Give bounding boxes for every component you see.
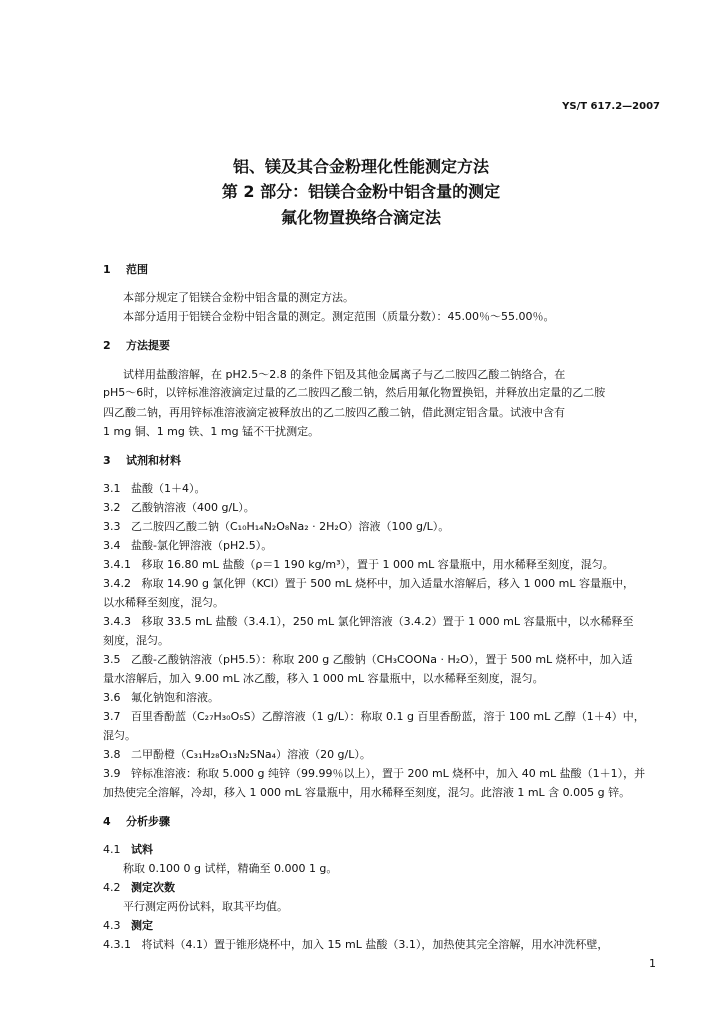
- section-number: 3: [103, 454, 111, 467]
- item-title: 测定: [131, 919, 153, 932]
- item-number: 3.4.1: [103, 558, 131, 571]
- title-line-3: 氟化物置换络合滴定法: [280, 208, 441, 227]
- item-3-3: [103, 520, 449, 534]
- item-number: 3.6: [103, 691, 121, 704]
- item-number: 4.2: [103, 881, 121, 894]
- section-number: 1: [103, 263, 111, 276]
- item-text: 盐酸（1＋4）。: [131, 482, 206, 495]
- section-1-heading: [103, 263, 148, 277]
- item-number: 3.8: [103, 748, 121, 761]
- standard-number: YS/T 617.2—2007: [562, 101, 660, 112]
- item-title: 试料: [131, 843, 153, 856]
- item-number: 4.3.1: [103, 938, 131, 951]
- item-number: 3.5: [103, 653, 121, 666]
- item-3-4: [103, 539, 272, 553]
- section-4-heading: [103, 815, 170, 829]
- section-title: 试剂和材料: [125, 454, 181, 467]
- item-number: 4.3: [103, 919, 121, 932]
- s1-paragraph-1: 本部分规定了铝镁合金粉中铝含量的测定方法。: [123, 291, 354, 304]
- item-number: 3.4.2: [103, 577, 131, 590]
- item-3-4-2-cont: 以水稀释至刻度，混匀。: [103, 596, 224, 609]
- s2-line-1: 试样用盐酸溶解，在 pH2.5～2.8 的条件下铝及其他金属离子与乙二胺四乙酸二钠络合，在: [123, 368, 566, 381]
- item-text: 氟化钠饱和溶液。: [131, 691, 219, 704]
- section-3-heading: [103, 454, 181, 468]
- item-text: 盐酸-氯化钾溶液（pH2.5）。: [131, 539, 273, 552]
- item-3-2: [103, 501, 255, 515]
- item-3-9: [103, 767, 645, 781]
- item-text: 称取 14.90 g 氯化钾（KCl）置于 500 mL 烧杯中，加入适量水溶解后，移入 1 000 mL 容量瓶中，: [141, 577, 634, 590]
- item-3-9-cont: 加热使完全溶解，冷却，移入 1 000 mL 容量瓶中，用水稀释至刻度，混匀。此溶液 1 mL 含 0.005 g 锌。: [103, 786, 631, 799]
- section-title: 方法提要: [125, 339, 170, 352]
- s1-paragraph-2: 本部分适用于铝镁合金粉中铝含量的测定。测定范围（质量分数）：45.00％～55.00％。: [123, 310, 555, 323]
- section-number: 4: [103, 815, 111, 828]
- item-3-1: [103, 482, 206, 496]
- item-3-4-1: [103, 558, 614, 572]
- item-number: 3.7: [103, 710, 121, 723]
- item-4-1-body: 称取 0.100 0 g 试样，精确至 0.000 1 g。: [123, 862, 338, 875]
- item-4-3-1: [103, 938, 608, 952]
- item-4-1: [103, 843, 153, 857]
- item-text: 将试料（4.1）置于锥形烧杯中，加入 15 mL 盐酸（3.1），加热使其完全溶解，用水冲洗杯壁，: [141, 938, 609, 951]
- item-4-2: [103, 881, 175, 895]
- item-title: 测定次数: [131, 881, 175, 894]
- item-number: 3.9: [103, 767, 121, 780]
- item-text: 乙酸-乙酸钠溶液（pH5.5）：称取 200 g 乙酸钠（CH₃COONa · H₂O），置于 500 mL 烧杯中，加入适: [131, 653, 633, 666]
- title-line-1: 铝、镁及其合金粉理化性能测定方法: [232, 157, 489, 176]
- s2-line-2: pH5～6时，以锌标准溶液滴定过量的乙二胺四乙酸二钠，然后用氟化物置换铝，并释放出定量的乙二胺: [103, 386, 606, 399]
- item-4-2-body: 平行测定两份试料，取其平均值。: [123, 900, 288, 913]
- section-title: 范围: [125, 263, 148, 276]
- item-3-7: [103, 710, 645, 724]
- item-text: 移取 16.80 mL 盐酸（ρ＝1 190 kg/m³），置于 1 000 mL 容量瓶中，用水稀释至刻度，混匀。: [141, 558, 614, 571]
- s2-line-4: 1 mg 铜、1 mg 铁、1 mg 锰不干扰测定。: [103, 425, 320, 438]
- item-text: 锌标准溶液：称取 5.000 g 纯锌（99.99％以上），置于 200 mL 烧杯中，加入 40 mL 盐酸（1＋1），并: [131, 767, 646, 780]
- item-number: 3.2: [103, 501, 121, 514]
- section-number: 2: [103, 339, 111, 352]
- item-number: 3.4.3: [103, 615, 131, 628]
- section-title: 分析步骤: [125, 815, 170, 828]
- item-number: 3.1: [103, 482, 121, 495]
- item-number: 3.3: [103, 520, 121, 533]
- item-number: 3.4: [103, 539, 121, 552]
- item-4-3: [103, 919, 153, 933]
- item-3-5-cont: 量水溶解后，加入 9.00 mL 冰乙酸，移入 1 000 mL 容量瓶中，以水稀释至刻度，混匀。: [103, 672, 544, 685]
- item-text: 乙二胺四乙酸二钠（C₁₀H₁₄N₂O₈Na₂ · 2H₂O）溶液（100 g/L）。: [131, 520, 450, 533]
- item-3-4-3-cont: 刻度，混匀。: [103, 634, 169, 647]
- item-text: 乙酸钠溶液（400 g/L）。: [131, 501, 255, 514]
- title-line-2: 第 2 部分：铝镁合金粉中铝含量的测定: [221, 182, 501, 201]
- item-3-8: [103, 748, 371, 762]
- item-3-7-cont: 混匀。: [103, 729, 136, 742]
- s2-line-3: 四乙酸二钠，再用锌标准溶液滴定被释放出的乙二胺四乙酸二钠，借此测定铝含量。试液中含有: [103, 406, 565, 419]
- item-number: 4.1: [103, 843, 121, 856]
- item-3-4-2: [103, 577, 634, 591]
- item-3-4-3: [103, 615, 633, 629]
- item-text: 二甲酚橙（C₃₁H₂₈O₁₃N₂SNa₄）溶液（20 g/L）。: [131, 748, 371, 761]
- page-number: 1: [649, 957, 656, 970]
- section-2-heading: [103, 339, 170, 353]
- item-text: 百里香酚蓝（C₂₇H₃₀O₅S）乙醇溶液（1 g/L）：称取 0.1 g 百里香酚蓝，溶于 100 mL 乙醇（1＋4）中，: [131, 710, 645, 723]
- item-3-6: [103, 691, 219, 705]
- item-3-5: [103, 653, 633, 667]
- item-text: 移取 33.5 mL 盐酸（3.4.1），250 mL 氯化钾溶液（3.4.2）置于 1 000 mL 容量瓶中，以水稀释至: [141, 615, 634, 628]
